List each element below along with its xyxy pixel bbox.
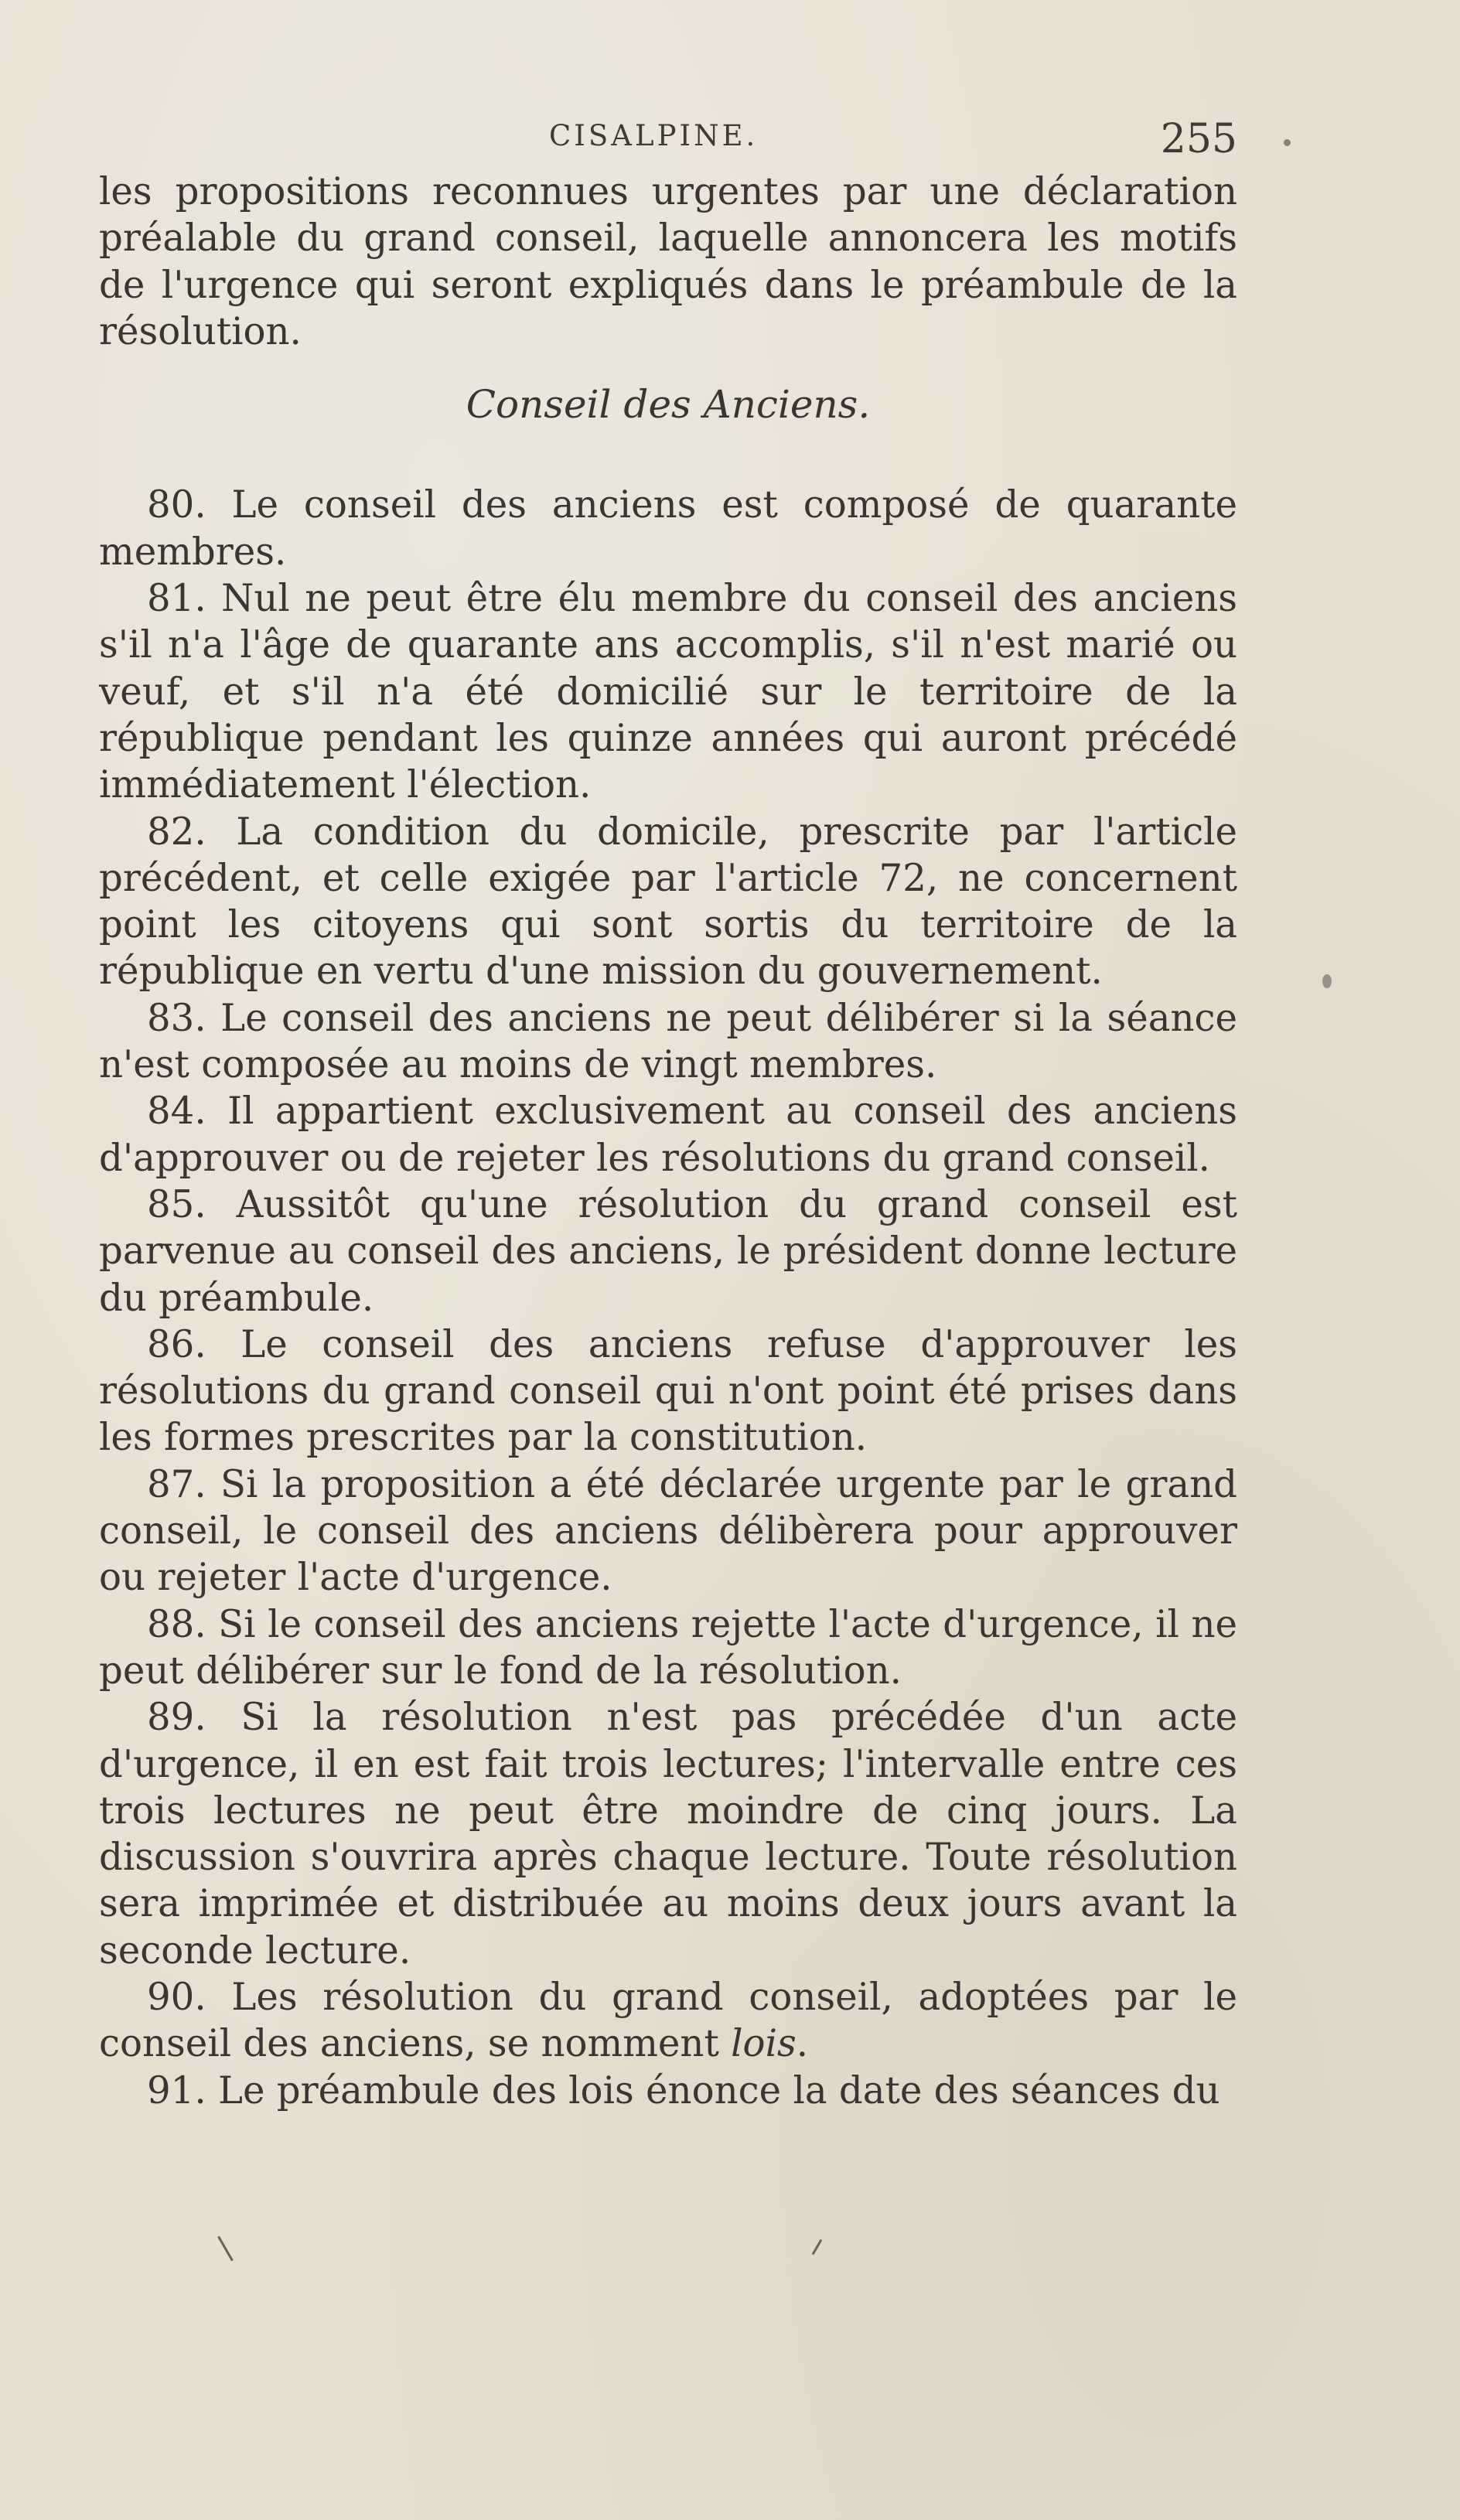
page-number: 255 xyxy=(1160,116,1237,162)
article-81: 81. Nul ne peut être élu membre du conseil des anciens s'il n'a l'âge de quarante ans accomplis, s'il n'est marié ou veuf, et s'il n'a été domicilié sur le territoire de la république pendant les quinze années qui auront précédé immédiatement l'élection. xyxy=(99,577,1237,807)
article-83: 83. Le conseil des anciens ne peut délibérer si la séance n'est composée au moins de vingt membres. xyxy=(99,996,1237,1087)
paper-speck xyxy=(1322,974,1332,988)
article-90-italic: lois xyxy=(731,2022,797,2066)
article-91: 91. Le préambule des lois énonce la date des séances du xyxy=(147,2068,1220,2113)
section-title: Conseil des Anciens. xyxy=(466,382,871,428)
article-86: 86. Le conseil des anciens refuse d'approuver les résolutions du grand conseil qui n'ont point été prises dans les formes prescrites par la constitution. xyxy=(99,1322,1237,1460)
article-90-end: . xyxy=(796,2022,809,2066)
article-89: 89. Si la résolution n'est pas précédée d'un acte d'urgence, il en est fait trois lectures; l'intervalle entre ces trois lectures ne peut être moindre de cinq jours. La discussion s'ouvrira après chaque lecture. Toute résolution sera imprimée et distribuée au moins deux jours avant la seconde lecture. xyxy=(99,1696,1237,1973)
paragraph-continuation: les propositions reconnues urgentes par une déclaration préalable du grand conseil, laquelle annoncera les motifs de l'urgence qui seront expliqués dans le préambule de la résolution. xyxy=(99,170,1237,353)
body-text xyxy=(99,169,1237,2114)
paper-mark xyxy=(812,2239,823,2256)
page-header xyxy=(101,116,1237,162)
article-80: 80. Le conseil des anciens est composé de quarante membres. xyxy=(99,483,1237,574)
article-85: 85. Aussitôt qu'une résolution du grand conseil est parvenue au conseil des anciens, le président donne lecture du préambule. xyxy=(99,1182,1237,1320)
article-84: 84. Il appartient exclusivement au conseil des anciens d'approuver ou de rejeter les résolutions du grand conseil. xyxy=(99,1089,1237,1180)
paper-speck xyxy=(1284,139,1291,146)
article-88: 88. Si le conseil des anciens rejette l'acte d'urgence, il ne peut délibérer sur le fond de la résolution. xyxy=(99,1602,1237,1693)
running-head: CISALPINE. xyxy=(549,119,759,152)
article-90 xyxy=(99,1974,1237,2068)
article-87: 87. Si la proposition a été déclarée urgente par le grand conseil, le conseil des anciens délibèrera pour approuver ou rejeter l'acte d'urgence. xyxy=(99,1462,1237,1600)
article-82: 82. La condition du domicile, prescrite par l'article précédent, et celle exigée par l'article 72, ne concernent point les citoyens qui sont sortis du territoire de la république en vertu d'une mission du gouvernement. xyxy=(99,810,1237,994)
article-90-text: 90. Les résolution du grand conseil, adoptées par le conseil des anciens, se nomment xyxy=(99,1975,1237,2066)
paper-mark xyxy=(217,2236,234,2262)
